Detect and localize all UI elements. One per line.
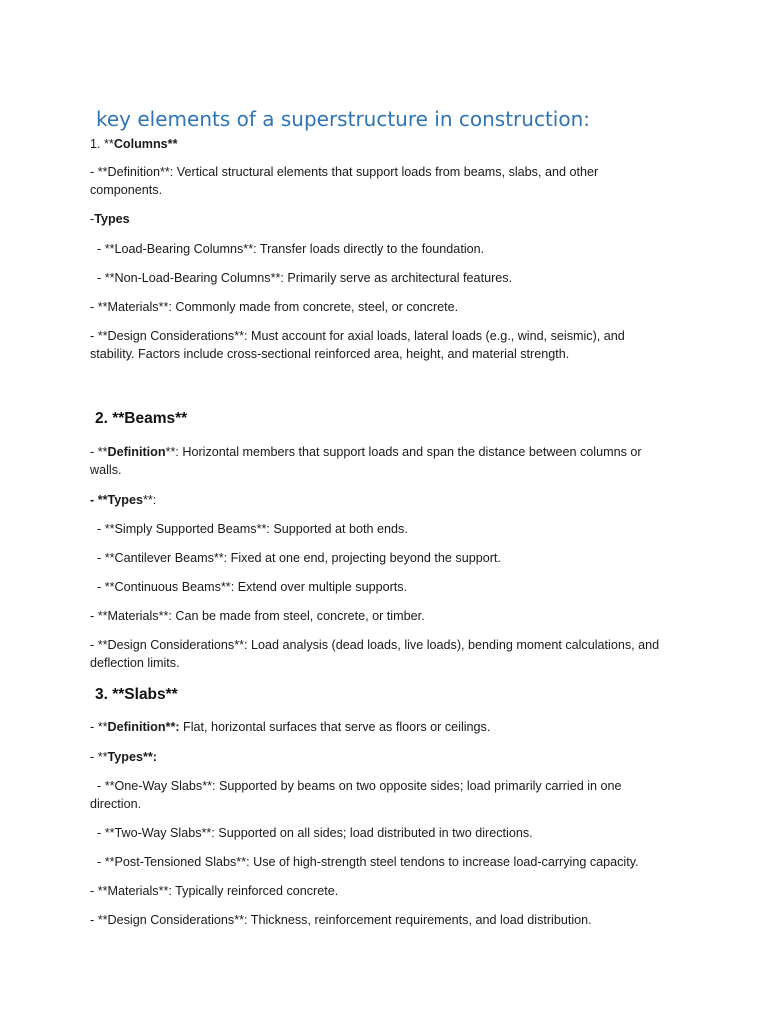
- slabs-types-label: [90, 748, 157, 767]
- beams-types-suffix: **:: [142, 493, 157, 507]
- beams-design-line1: - **Design Considerations**: Load analysis (dead loads, live loads), bending moment calculations, and: [90, 638, 660, 652]
- beams-heading: 2. **Beams**: [95, 410, 188, 427]
- beams-type-simply-supported: - **Simply Supported Beams**: Supported at both ends.: [90, 522, 408, 536]
- slabs-types-prefix: - **: [90, 750, 108, 764]
- beams-definition-line1: [90, 443, 642, 462]
- columns-types-prefix: -: [90, 212, 95, 226]
- slabs-definition-text: Flat, horizontal surfaces that serve as floors or ceilings.: [179, 720, 491, 734]
- slabs-design: - **Design Considerations**: Thickness, reinforcement requirements, and load distribution.: [90, 913, 592, 927]
- slabs-types-bold: Types**:: [107, 750, 157, 764]
- beams-design-line2: deflection limits.: [90, 656, 180, 670]
- columns-heading-bold: Columns**: [113, 137, 178, 151]
- slabs-type-one-way-line2: direction.: [90, 797, 142, 811]
- slabs-definition-prefix: - **: [90, 720, 108, 734]
- slabs-definition-bold: Definition**:: [107, 720, 180, 734]
- slabs-definition: [90, 718, 490, 737]
- beams-definition-prefix: - **: [90, 445, 108, 459]
- columns-type-non-load-bearing: - **Non-Load-Bearing Columns**: Primarily serve as architectural features.: [90, 271, 513, 285]
- beams-definition-bold: Definition: [107, 445, 166, 459]
- beams-definition-line2: walls.: [90, 463, 122, 477]
- slabs-materials: - **Materials**: Typically reinforced concrete.: [90, 884, 339, 898]
- slabs-type-post-tensioned: - **Post-Tensioned Slabs**: Use of high-strength steel tendons to increase load-carrying capacity.: [90, 855, 639, 869]
- columns-design-line2: stability. Factors include cross-sectional reinforced area, height, and material strength.: [90, 347, 570, 361]
- columns-types-bold: Types: [94, 212, 130, 226]
- columns-heading-prefix: 1. **: [90, 137, 114, 151]
- beams-definition-text: **: Horizontal members that support loads and span the distance between columns or: [165, 445, 642, 459]
- beams-types-bold: - **Types: [90, 493, 143, 507]
- columns-design-line1: - **Design Considerations**: Must account for axial loads, lateral loads (e.g., wind, seismic), and: [90, 329, 625, 343]
- document-title: key elements of a superstructure in construction:: [96, 107, 591, 131]
- slabs-type-one-way-line1: - **One-Way Slabs**: Supported by beams on two opposite sides; load primarily carried in one: [90, 779, 622, 793]
- beams-materials: - **Materials**: Can be made from steel, concrete, or timber.: [90, 609, 425, 623]
- beams-type-continuous: - **Continuous Beams**: Extend over multiple supports.: [90, 580, 408, 594]
- columns-definition-line2: components.: [90, 183, 163, 197]
- slabs-type-two-way: - **Two-Way Slabs**: Supported on all sides; load distributed in two directions.: [90, 826, 533, 840]
- columns-type-load-bearing: - **Load-Bearing Columns**: Transfer loads directly to the foundation.: [90, 242, 485, 256]
- columns-types-label: [90, 210, 130, 229]
- columns-materials: - **Materials**: Commonly made from concrete, steel, or concrete.: [90, 300, 459, 314]
- columns-heading: [90, 135, 178, 154]
- beams-type-cantilever: - **Cantilever Beams**: Fixed at one end, projecting beyond the support.: [90, 551, 501, 565]
- beams-types-label: [90, 491, 156, 510]
- slabs-heading: 3. **Slabs**: [95, 686, 178, 703]
- columns-definition-line1: - **Definition**: Vertical structural elements that support loads from beams, slabs, and other: [90, 165, 599, 179]
